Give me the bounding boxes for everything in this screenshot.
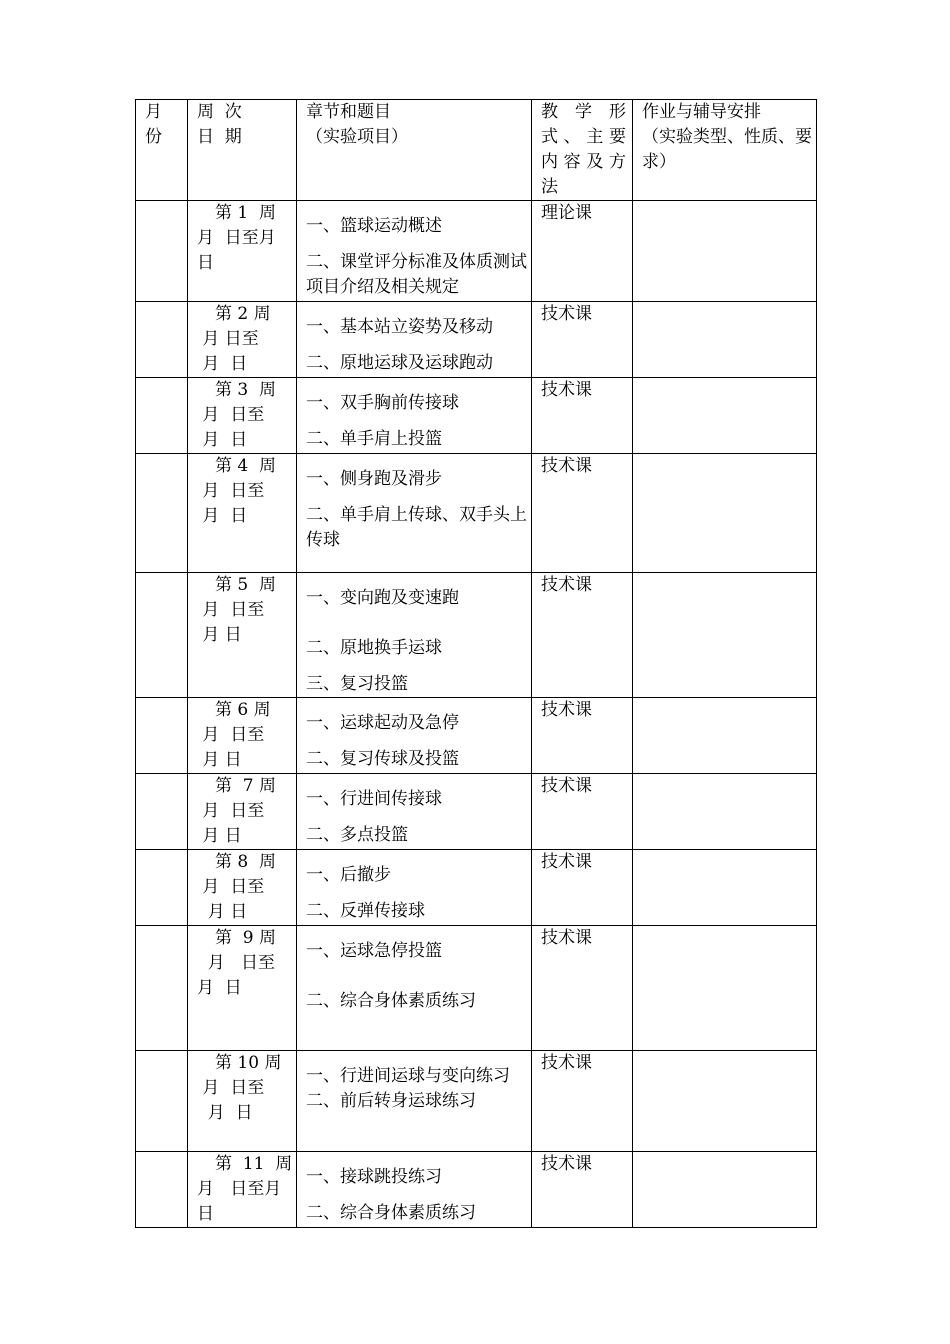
- week-cell: 第 1 周 月 日至月 日: [188, 201, 297, 302]
- form-cell: 技术课: [532, 573, 633, 698]
- table-row: [136, 926, 817, 1051]
- homework-cell: [633, 302, 817, 378]
- week-cell: 第 8 周 月 日至 月 日: [188, 850, 297, 926]
- table-row: [136, 774, 817, 850]
- month-cell: [136, 1152, 188, 1228]
- table-row: [136, 1152, 817, 1228]
- homework-cell: [633, 454, 817, 573]
- table-row: [136, 1051, 817, 1152]
- topic-cell: 一、行进间传接球 二、多点投篮: [297, 774, 532, 850]
- week-cell: 第 2 周 月 日至 月 日: [188, 302, 297, 378]
- month-cell: [136, 1051, 188, 1152]
- week-cell: 第 6 周 月 日至 月 日: [188, 698, 297, 774]
- topic-cell: 一、变向跑及变速跑 二、原地换手运球 三、复习投篮: [297, 573, 532, 698]
- header-row: [136, 100, 817, 201]
- topic-cell: 一、侧身跑及滑步 二、单手肩上传球、双手头上传球: [297, 454, 532, 573]
- homework-cell: [633, 201, 817, 302]
- month-cell: [136, 573, 188, 698]
- schedule-table: [135, 99, 817, 1228]
- topic-cell: 一、后撤步 二、反弹传接球: [297, 850, 532, 926]
- homework-cell: [633, 774, 817, 850]
- week-cell: 第 5 周 月 日至 月 日: [188, 573, 297, 698]
- topic-cell: 一、运球急停投篮 二、综合身体素质练习: [297, 926, 532, 1051]
- form-cell: 技术课: [532, 850, 633, 926]
- form-cell: 技术课: [532, 454, 633, 573]
- month-cell: [136, 774, 188, 850]
- homework-cell: [633, 573, 817, 698]
- week-cell: 第 4 周 月 日至 月 日: [188, 454, 297, 573]
- month-cell: [136, 378, 188, 454]
- table-row: [136, 698, 817, 774]
- table-row: [136, 302, 817, 378]
- week-cell: 第 11 周 月 日至月 日: [188, 1152, 297, 1228]
- month-cell: [136, 302, 188, 378]
- topic-cell: 一、接球跳投练习 二、综合身体素质练习: [297, 1152, 532, 1228]
- form-cell: 技术课: [532, 774, 633, 850]
- week-cell: 第 9 周 月 日至 月 日: [188, 926, 297, 1051]
- form-cell: 技术课: [532, 378, 633, 454]
- month-cell: [136, 926, 188, 1051]
- homework-cell: [633, 926, 817, 1051]
- form-cell: 技术课: [532, 926, 633, 1051]
- topic-cell: 一、篮球运动概述 二、课堂评分标准及体质测试项目介绍及相关规定: [297, 201, 532, 302]
- table-row: [136, 454, 817, 573]
- homework-cell: [633, 850, 817, 926]
- form-cell: 技术课: [532, 698, 633, 774]
- table-row: [136, 850, 817, 926]
- month-cell: [136, 850, 188, 926]
- table-row: [136, 573, 817, 698]
- homework-cell: [633, 1152, 817, 1228]
- table-row: [136, 201, 817, 302]
- topic-cell: 一、双手胸前传接球 二、单手肩上投篮: [297, 378, 532, 454]
- header-month: 月 份: [136, 100, 188, 201]
- header-homework: 作业与辅导安排 （实验类型、性质、要求）: [633, 100, 817, 201]
- homework-cell: [633, 698, 817, 774]
- month-cell: [136, 698, 188, 774]
- form-cell: 技术课: [532, 1152, 633, 1228]
- form-cell: 理论课: [532, 201, 633, 302]
- week-cell: 第 10 周 月 日至 月 日: [188, 1051, 297, 1152]
- table-row: [136, 378, 817, 454]
- week-cell: 第 7 周 月 日至 月 日: [188, 774, 297, 850]
- week-cell: 第 3 周 月 日至 月 日: [188, 378, 297, 454]
- topic-cell: 一、行进间运球与变向练习 二、前后转身运球练习: [297, 1051, 532, 1152]
- form-cell: 技术课: [532, 302, 633, 378]
- topic-cell: 一、运球起动及急停 二、复习传球及投篮: [297, 698, 532, 774]
- topic-cell: 一、基本站立姿势及移动 二、原地运球及运球跑动: [297, 302, 532, 378]
- homework-cell: [633, 378, 817, 454]
- header-chapter: 章节和题目 （实验项目）: [297, 100, 532, 201]
- month-cell: [136, 201, 188, 302]
- header-week: 周 次 日 期: [188, 100, 297, 201]
- homework-cell: [633, 1051, 817, 1152]
- month-cell: [136, 454, 188, 573]
- header-form: 教 学 形 式、主要 内容及方 法: [532, 100, 633, 201]
- form-cell: 技术课: [532, 1051, 633, 1152]
